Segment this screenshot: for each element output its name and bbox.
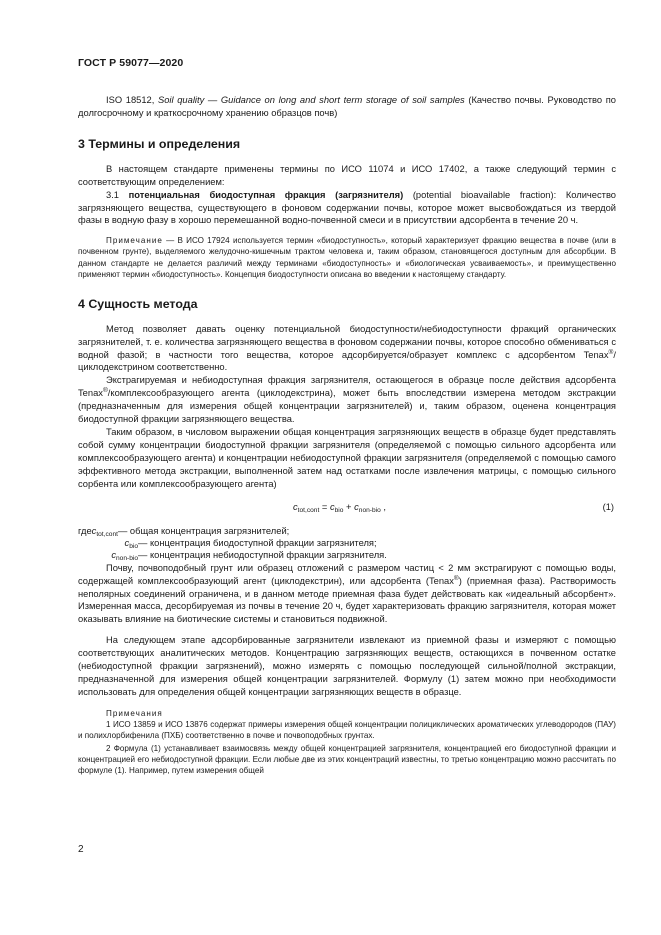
section-4-paragraph-3: Таким образом, в числовом выражении общая концентрация загрязняющих веществ в образце будет представлять собой сумму концентрации биодоступной фракции загрязнителя (определяемой с помощью сильного адсорбента или комплексообразующего агента) и концентрации небиодоступной фракции загрязнителя (определяемой с помощью самого эффективного метода экстракции, выполненной затем над остатками после извлечения матрицы, с помощью сильного сорбента или комплексообразующего агента) — [78, 426, 616, 489]
term-3-1: 3.1 потенциальная биодоступная фракция (загрязнителя) (potential bioavailable fraction): Количество загрязняющего вещества, существующего в фоновом содержании почвы, которое может высвобождаться из твердой фазы в водную фазу в хорошо перемешанной водно-почвенной смеси и в присутствии адсорбента в течение 20 ч. — [78, 189, 617, 226]
legend-row: $c_{bio}$ — концентрация биодоступной фракции загрязнителя; — [124, 537, 377, 550]
note-1: 1 ИСО 13859 и ИСО 13876 содержат примеры измерения общей концентрации полициклических ароматических углеводородов (ПАУ) и полихлорбифенила (ПХБ) соответственно в почве и почвоподобных грунтах. — [78, 719, 616, 740]
section-3-note: Примечание — В ИСО 17924 используется термин «биодоступность», который характеризует фракцию вещества в почве (или в почвенном грунте), выделяемого желудочно-кишечным трактом человека и, таким образом, становящегося доступным для абсорбции. В данном стандарте не делается различий между терминами «биодоступность» и «биологическая усваиваемость», и преимущественно применяют термин «биодоступность». Концепция биодоступности описана во введении к настоящему стандарту. — [78, 236, 616, 279]
registered-mark: ® — [453, 574, 459, 582]
page-header: ГОСТ Р 59077—2020 — [78, 57, 184, 69]
registered-mark: ® — [102, 387, 108, 395]
formula-legend — [78, 525, 616, 562]
section-4-heading: 4 Сущность метода — [78, 296, 198, 311]
page-number: 2 — [78, 844, 84, 855]
reference-title: Soil quality — Guidance on long and short term storage of soil samples — [158, 95, 465, 105]
section-3-intro: В настоящем стандарте применены термины по ИСО 11074 и ИСО 17402, а также следующий термин с соответствующим определением: — [78, 163, 616, 187]
legend-row: где $c_{tot,cont}$ — общая концентрация загрязнителей; — [78, 525, 290, 538]
section-4-paragraph-5: На следующем этапе адсорбированные загрязнители извлекают из приемной фазы и измеряют с помощью соответствующих аналитических методов. Концентрацию загрязняющих веществ, остающихся в почвенном остатке (небиодоступной фракции загрязнений), можно измерять с помощью последующей сильной/полной экстракции, предназначенной для измерения общей концентрации загрязнителей. Формулу (1) затем можно при необходимости использовать для определения общей концентрации загрязняющих веществ в образце. — [78, 635, 616, 697]
section-3-heading: 3 Термины и определения — [78, 136, 241, 151]
reference-code: ISO 18512, — [106, 95, 158, 105]
term-name: потенциальная биодоступная фракция (загрязнителя) — [128, 189, 404, 200]
section-4-paragraph-1: Метод позволяет давать оценку потенциальной биодоступности/небиодоступности фракций органических загрязнителей, т. е. количества загрязняющего вещества в фоновом содержании почвы, которое способно обмениваться с водной фазой; в частности того вещества, которое адсорбируется/образует комплекс с адсорбентом Tenax®/циклодекстрином соответственно. — [78, 323, 616, 373]
notes-heading: Примечания — [106, 708, 163, 718]
page-body — [78, 94, 616, 776]
section-4-paragraph-2: Экстрагируемая и небиодоступная фракция загрязнителя, остающегося в образце после действия адсорбента Tenax®/комплексообразующего агента (циклодекстрина), может быть впоследствии измерена методом экстракции (предназначенным для измерения общей концентрации загрязнителей) и, таким образом, оценена концентрация биодоступной фракции загрязняющего вещества. — [78, 375, 616, 425]
formula-expression: $c_{tot,cont} = c_{bio} + c_{non-bio}$ , — [293, 501, 386, 514]
legend-row: $c_{non-bio}$ — концентрация небиодоступной фракции загрязнителя. — [111, 550, 387, 563]
reference-translation: (Качество почвы. Руководство по долгосрочному и краткосрочному хранению образцов почв) — [78, 95, 617, 118]
formula-number: (1) — [602, 501, 614, 512]
reference-entry — [78, 94, 616, 120]
registered-mark: ® — [608, 348, 614, 356]
section-4-paragraph-4: Почву, почвоподобный грунт или образец отложений с размером частиц < 2 мм экстрагируют с помощью воды, содержащей комплексообразующий агент (циклодекстрин), или адсорбента (Tenax®) (приемная фаза). Растворимость неполярных соединений ограничена, и в данном методе приемная фаза будет действовать как «идеальный абсорбент». Измеренная масса, десорбируемая из почвы в течение 20 ч, будет характеризовать фракцию загрязнителя, которая может оказывать влияние на биотические системы и становиться подвижной. — [78, 562, 616, 625]
term-definition: (potential bioavailable fraction): Количество загрязняющего вещества, существующего в фоновом содержании почвы, которое может высвобождаться из твердой фазы в водную фазу в хорошо перемешанной водно-почвенной смеси и в присутствии адсорбента в течение 20 ч. — [78, 189, 617, 226]
note-2: 2 Формула (1) устанавливает взаимосвязь между общей концентрацией загрязнителя, концентрацией его биодоступной фракции и концентрацией его небиодоступной фракции. Если любые две из этих концентраций известны, то третью концентрацию можно рассчитать по формуле (1). Например, путем измерения общей — [78, 743, 616, 776]
formula-1 — [78, 495, 616, 521]
